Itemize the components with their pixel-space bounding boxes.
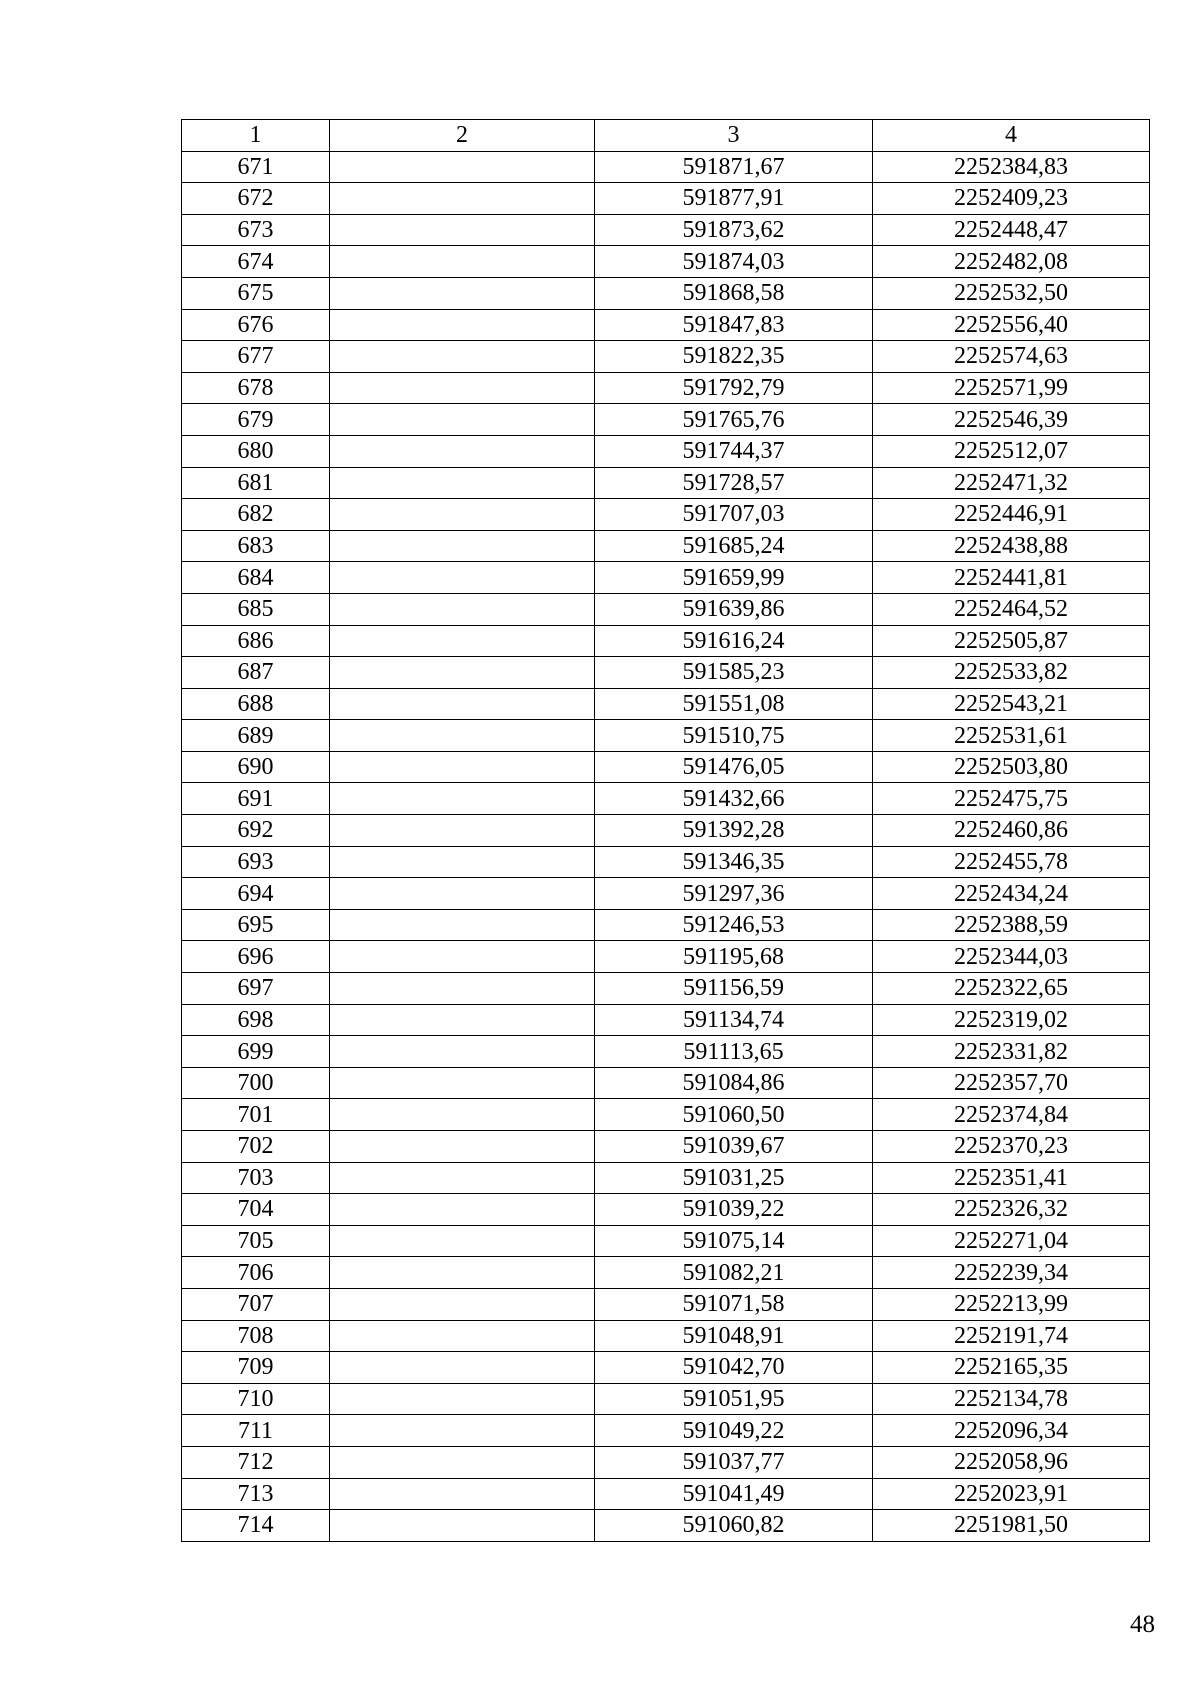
y-coordinate-cell: 2252546,39 xyxy=(873,404,1150,436)
y-coordinate-cell: 2252384,83 xyxy=(873,151,1150,183)
x-coordinate-cell: 591041,49 xyxy=(595,1478,873,1510)
y-coordinate-cell: 2252326,32 xyxy=(873,1194,1150,1226)
y-coordinate-cell: 2252344,03 xyxy=(873,941,1150,973)
point-number-cell: 702 xyxy=(182,1131,330,1163)
table-header xyxy=(182,120,1150,152)
y-coordinate-cell: 2252271,04 xyxy=(873,1225,1150,1257)
empty-cell xyxy=(330,530,595,562)
x-coordinate-cell: 591873,62 xyxy=(595,214,873,246)
table-row xyxy=(182,246,1150,278)
y-coordinate-cell: 2252058,96 xyxy=(873,1446,1150,1478)
header-cell-1: 1 xyxy=(182,120,330,152)
table-body xyxy=(182,151,1150,1541)
table-row xyxy=(182,878,1150,910)
x-coordinate-cell: 591113,65 xyxy=(595,1036,873,1068)
x-coordinate-cell: 591246,53 xyxy=(595,909,873,941)
y-coordinate-cell: 2252556,40 xyxy=(873,309,1150,341)
x-coordinate-cell: 591868,58 xyxy=(595,277,873,309)
x-coordinate-cell: 591048,91 xyxy=(595,1320,873,1352)
table-row xyxy=(182,815,1150,847)
table-row xyxy=(182,1383,1150,1415)
point-number-cell: 689 xyxy=(182,720,330,752)
table-row xyxy=(182,1510,1150,1542)
empty-cell xyxy=(330,1383,595,1415)
table-row xyxy=(182,973,1150,1005)
empty-cell xyxy=(330,1446,595,1478)
empty-cell xyxy=(330,277,595,309)
header-cell-3: 3 xyxy=(595,120,873,152)
x-coordinate-cell: 591744,37 xyxy=(595,435,873,467)
y-coordinate-cell: 2252319,02 xyxy=(873,1004,1150,1036)
x-coordinate-cell: 591765,76 xyxy=(595,404,873,436)
x-coordinate-cell: 591707,03 xyxy=(595,499,873,531)
empty-cell xyxy=(330,372,595,404)
y-coordinate-cell: 2251981,50 xyxy=(873,1510,1150,1542)
x-coordinate-cell: 591792,79 xyxy=(595,372,873,404)
table-row xyxy=(182,1415,1150,1447)
empty-cell xyxy=(330,846,595,878)
y-coordinate-cell: 2252331,82 xyxy=(873,1036,1150,1068)
table-row xyxy=(182,435,1150,467)
point-number-cell: 682 xyxy=(182,499,330,531)
x-coordinate-cell: 591134,74 xyxy=(595,1004,873,1036)
x-coordinate-cell: 591082,21 xyxy=(595,1257,873,1289)
point-number-cell: 692 xyxy=(182,815,330,847)
point-number-cell: 712 xyxy=(182,1446,330,1478)
table-row xyxy=(182,688,1150,720)
point-number-cell: 677 xyxy=(182,341,330,373)
table-row xyxy=(182,1099,1150,1131)
y-coordinate-cell: 2252531,61 xyxy=(873,720,1150,752)
table-row xyxy=(182,183,1150,215)
x-coordinate-cell: 591297,36 xyxy=(595,878,873,910)
table-row xyxy=(182,1225,1150,1257)
point-number-cell: 676 xyxy=(182,309,330,341)
x-coordinate-cell: 591071,58 xyxy=(595,1288,873,1320)
point-number-cell: 708 xyxy=(182,1320,330,1352)
x-coordinate-cell: 591639,86 xyxy=(595,593,873,625)
point-number-cell: 699 xyxy=(182,1036,330,1068)
empty-cell xyxy=(330,183,595,215)
empty-cell xyxy=(330,625,595,657)
empty-cell xyxy=(330,1036,595,1068)
y-coordinate-cell: 2252357,70 xyxy=(873,1067,1150,1099)
empty-cell xyxy=(330,1478,595,1510)
table-row xyxy=(182,1194,1150,1226)
empty-cell xyxy=(330,499,595,531)
y-coordinate-cell: 2252512,07 xyxy=(873,435,1150,467)
point-number-cell: 713 xyxy=(182,1478,330,1510)
point-number-cell: 710 xyxy=(182,1383,330,1415)
point-number-cell: 685 xyxy=(182,593,330,625)
empty-cell xyxy=(330,720,595,752)
y-coordinate-cell: 2252574,63 xyxy=(873,341,1150,373)
empty-cell xyxy=(330,783,595,815)
x-coordinate-cell: 591432,66 xyxy=(595,783,873,815)
table-row xyxy=(182,1288,1150,1320)
x-coordinate-cell: 591659,99 xyxy=(595,562,873,594)
y-coordinate-cell: 2252460,86 xyxy=(873,815,1150,847)
empty-cell xyxy=(330,435,595,467)
point-number-cell: 703 xyxy=(182,1162,330,1194)
point-number-cell: 679 xyxy=(182,404,330,436)
point-number-cell: 672 xyxy=(182,183,330,215)
empty-cell xyxy=(330,1257,595,1289)
x-coordinate-cell: 591616,24 xyxy=(595,625,873,657)
point-number-cell: 686 xyxy=(182,625,330,657)
empty-cell xyxy=(330,657,595,689)
x-coordinate-cell: 591042,70 xyxy=(595,1352,873,1384)
y-coordinate-cell: 2252374,84 xyxy=(873,1099,1150,1131)
y-coordinate-cell: 2252322,65 xyxy=(873,973,1150,1005)
empty-cell xyxy=(330,973,595,1005)
table-row xyxy=(182,530,1150,562)
table-row xyxy=(182,151,1150,183)
y-coordinate-cell: 2252503,80 xyxy=(873,751,1150,783)
empty-cell xyxy=(330,151,595,183)
point-number-cell: 674 xyxy=(182,246,330,278)
table-row xyxy=(182,404,1150,436)
empty-cell xyxy=(330,909,595,941)
point-number-cell: 706 xyxy=(182,1257,330,1289)
page-number: 48 xyxy=(1130,1611,1155,1638)
y-coordinate-cell: 2252370,23 xyxy=(873,1131,1150,1163)
x-coordinate-cell: 591510,75 xyxy=(595,720,873,752)
x-coordinate-cell: 591392,28 xyxy=(595,815,873,847)
empty-cell xyxy=(330,246,595,278)
table-row xyxy=(182,499,1150,531)
point-number-cell: 678 xyxy=(182,372,330,404)
point-number-cell: 696 xyxy=(182,941,330,973)
y-coordinate-cell: 2252571,99 xyxy=(873,372,1150,404)
x-coordinate-cell: 591084,86 xyxy=(595,1067,873,1099)
empty-cell xyxy=(330,467,595,499)
empty-cell xyxy=(330,1288,595,1320)
x-coordinate-cell: 591195,68 xyxy=(595,941,873,973)
x-coordinate-cell: 591037,77 xyxy=(595,1446,873,1478)
y-coordinate-cell: 2252388,59 xyxy=(873,909,1150,941)
x-coordinate-cell: 591877,91 xyxy=(595,183,873,215)
x-coordinate-cell: 591585,23 xyxy=(595,657,873,689)
point-number-cell: 671 xyxy=(182,151,330,183)
table-row xyxy=(182,751,1150,783)
table-row xyxy=(182,1478,1150,1510)
point-number-cell: 691 xyxy=(182,783,330,815)
table-row xyxy=(182,1320,1150,1352)
table-row xyxy=(182,1036,1150,1068)
table-row xyxy=(182,1446,1150,1478)
y-coordinate-cell: 2252434,24 xyxy=(873,878,1150,910)
y-coordinate-cell: 2252532,50 xyxy=(873,277,1150,309)
y-coordinate-cell: 2252023,91 xyxy=(873,1478,1150,1510)
table-row xyxy=(182,1257,1150,1289)
point-number-cell: 701 xyxy=(182,1099,330,1131)
y-coordinate-cell: 2252165,35 xyxy=(873,1352,1150,1384)
table-row xyxy=(182,1067,1150,1099)
x-coordinate-cell: 591031,25 xyxy=(595,1162,873,1194)
empty-cell xyxy=(330,1320,595,1352)
empty-cell xyxy=(330,1415,595,1447)
x-coordinate-cell: 591060,50 xyxy=(595,1099,873,1131)
x-coordinate-cell: 591039,67 xyxy=(595,1131,873,1163)
x-coordinate-cell: 591060,82 xyxy=(595,1510,873,1542)
x-coordinate-cell: 591847,83 xyxy=(595,309,873,341)
y-coordinate-cell: 2252134,78 xyxy=(873,1383,1150,1415)
point-number-cell: 675 xyxy=(182,277,330,309)
table-row xyxy=(182,720,1150,752)
table-row xyxy=(182,1004,1150,1036)
empty-cell xyxy=(330,214,595,246)
x-coordinate-cell: 591075,14 xyxy=(595,1225,873,1257)
y-coordinate-cell: 2252096,34 xyxy=(873,1415,1150,1447)
y-coordinate-cell: 2252533,82 xyxy=(873,657,1150,689)
empty-cell xyxy=(330,688,595,720)
y-coordinate-cell: 2252409,23 xyxy=(873,183,1150,215)
point-number-cell: 707 xyxy=(182,1288,330,1320)
point-number-cell: 698 xyxy=(182,1004,330,1036)
point-number-cell: 709 xyxy=(182,1352,330,1384)
y-coordinate-cell: 2252482,08 xyxy=(873,246,1150,278)
table-row xyxy=(182,941,1150,973)
x-coordinate-cell: 591346,35 xyxy=(595,846,873,878)
empty-cell xyxy=(330,1352,595,1384)
empty-cell xyxy=(330,341,595,373)
point-number-cell: 687 xyxy=(182,657,330,689)
y-coordinate-cell: 2252441,81 xyxy=(873,562,1150,594)
y-coordinate-cell: 2252446,91 xyxy=(873,499,1150,531)
empty-cell xyxy=(330,1131,595,1163)
table-row xyxy=(182,277,1150,309)
point-number-cell: 711 xyxy=(182,1415,330,1447)
empty-cell xyxy=(330,1067,595,1099)
point-number-cell: 680 xyxy=(182,435,330,467)
point-number-cell: 684 xyxy=(182,562,330,594)
point-number-cell: 690 xyxy=(182,751,330,783)
y-coordinate-cell: 2252475,75 xyxy=(873,783,1150,815)
point-number-cell: 673 xyxy=(182,214,330,246)
table-row xyxy=(182,909,1150,941)
y-coordinate-cell: 2252464,52 xyxy=(873,593,1150,625)
point-number-cell: 714 xyxy=(182,1510,330,1542)
coordinates-table xyxy=(181,119,1150,1542)
empty-cell xyxy=(330,1510,595,1542)
empty-cell xyxy=(330,1004,595,1036)
table-row xyxy=(182,625,1150,657)
x-coordinate-cell: 591156,59 xyxy=(595,973,873,1005)
point-number-cell: 688 xyxy=(182,688,330,720)
header-cell-2: 2 xyxy=(330,120,595,152)
point-number-cell: 704 xyxy=(182,1194,330,1226)
empty-cell xyxy=(330,1194,595,1226)
x-coordinate-cell: 591051,95 xyxy=(595,1383,873,1415)
y-coordinate-cell: 2252448,47 xyxy=(873,214,1150,246)
empty-cell xyxy=(330,941,595,973)
table-row xyxy=(182,846,1150,878)
x-coordinate-cell: 591476,05 xyxy=(595,751,873,783)
x-coordinate-cell: 591871,67 xyxy=(595,151,873,183)
header-cell-4: 4 xyxy=(873,120,1150,152)
table-row xyxy=(182,783,1150,815)
point-number-cell: 693 xyxy=(182,846,330,878)
y-coordinate-cell: 2252191,74 xyxy=(873,1320,1150,1352)
y-coordinate-cell: 2252213,99 xyxy=(873,1288,1150,1320)
table-row xyxy=(182,214,1150,246)
table-row xyxy=(182,562,1150,594)
point-number-cell: 705 xyxy=(182,1225,330,1257)
point-number-cell: 695 xyxy=(182,909,330,941)
point-number-cell: 697 xyxy=(182,973,330,1005)
point-number-cell: 683 xyxy=(182,530,330,562)
table-row xyxy=(182,372,1150,404)
empty-cell xyxy=(330,815,595,847)
table-row xyxy=(182,1352,1150,1384)
table-row xyxy=(182,657,1150,689)
x-coordinate-cell: 591728,57 xyxy=(595,467,873,499)
empty-cell xyxy=(330,593,595,625)
table-row xyxy=(182,1162,1150,1194)
y-coordinate-cell: 2252471,32 xyxy=(873,467,1150,499)
empty-cell xyxy=(330,562,595,594)
y-coordinate-cell: 2252239,34 xyxy=(873,1257,1150,1289)
x-coordinate-cell: 591822,35 xyxy=(595,341,873,373)
y-coordinate-cell: 2252438,88 xyxy=(873,530,1150,562)
empty-cell xyxy=(330,878,595,910)
y-coordinate-cell: 2252455,78 xyxy=(873,846,1150,878)
point-number-cell: 694 xyxy=(182,878,330,910)
y-coordinate-cell: 2252543,21 xyxy=(873,688,1150,720)
x-coordinate-cell: 591039,22 xyxy=(595,1194,873,1226)
table-row xyxy=(182,593,1150,625)
x-coordinate-cell: 591874,03 xyxy=(595,246,873,278)
table-row xyxy=(182,1131,1150,1163)
x-coordinate-cell: 591685,24 xyxy=(595,530,873,562)
y-coordinate-cell: 2252505,87 xyxy=(873,625,1150,657)
table-row xyxy=(182,341,1150,373)
table-row xyxy=(182,467,1150,499)
y-coordinate-cell: 2252351,41 xyxy=(873,1162,1150,1194)
point-number-cell: 681 xyxy=(182,467,330,499)
x-coordinate-cell: 591551,08 xyxy=(595,688,873,720)
empty-cell xyxy=(330,404,595,436)
table-row xyxy=(182,309,1150,341)
header-row xyxy=(182,120,1150,152)
empty-cell xyxy=(330,751,595,783)
empty-cell xyxy=(330,309,595,341)
empty-cell xyxy=(330,1162,595,1194)
empty-cell xyxy=(330,1225,595,1257)
point-number-cell: 700 xyxy=(182,1067,330,1099)
empty-cell xyxy=(330,1099,595,1131)
x-coordinate-cell: 591049,22 xyxy=(595,1415,873,1447)
